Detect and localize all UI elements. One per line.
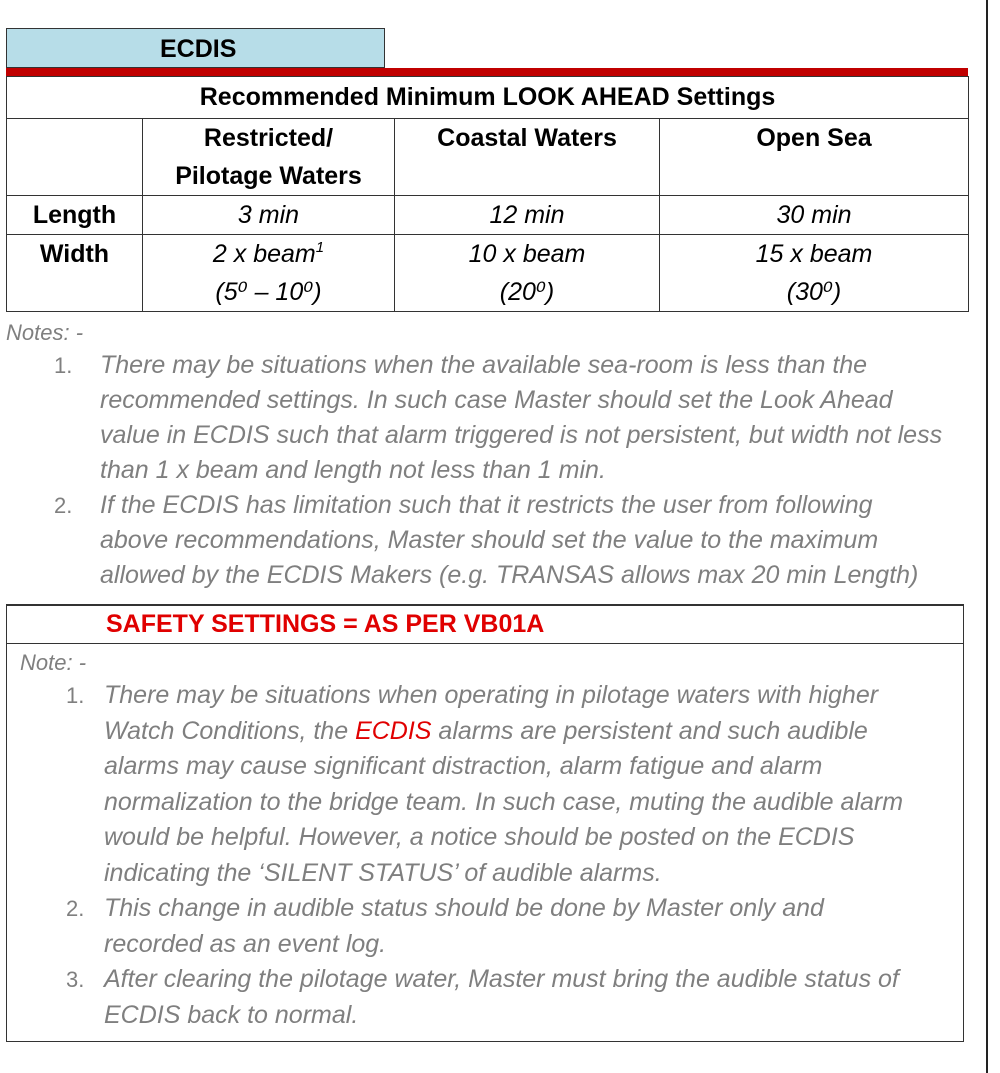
safety-note-1-before: There may be situations when operating in pilotage waters with higher Watch Conditions, the	[104, 681, 879, 745]
list-item: 3. After clearing the pilotage water, Master must bring the audible status of ECDIS back to normal.	[66, 965, 899, 1029]
look-ahead-table	[6, 76, 969, 312]
safety-settings-heading: SAFETY SETTINGS = AS PER VB01A	[6, 604, 964, 644]
notes-heading: Notes: -	[6, 320, 84, 345]
safety-note-2-text: This change in audible status should be done by Master only and recorded as an event log.	[104, 894, 824, 958]
table-row	[7, 235, 969, 312]
footnote-marker: 1	[315, 239, 325, 256]
header-coastal-waters: Coastal Waters	[395, 119, 660, 196]
safety-notes-list	[62, 678, 922, 1033]
width-restricted-angle: (5⁰ – 10⁰)	[215, 278, 322, 306]
width-coastal-beam: 10 x beam	[468, 240, 586, 268]
row-label-length: Length	[7, 196, 143, 235]
length-restricted-value: 3 min	[143, 196, 395, 235]
header-open-sea: Open Sea	[660, 119, 969, 196]
note-1-text: There may be situations when the available sea-room is less than the recommended settings. In such case Master should set the Look Ahead value in ECDIS such that alarm triggered is not persistent, but width not less than 1 x beam and length not less than 1 min.	[100, 351, 943, 484]
safety-note-heading: Note: -	[20, 650, 87, 675]
list-item: 1. There may be situations when operating in pilotage waters with higher Watch Conditions, the ECDIS alarms are persistent and such audible alarms may cause significant distraction, alarm fatigue and alarm normalization to the bridge team. In such case, muting the audible alarm would be helpful. However, a notice should be posted on the ECDIS indicating the ‘SILENT STATUS’ of audible alarms.	[66, 681, 904, 887]
length-open-sea-value: 30 min	[660, 196, 969, 235]
notes-list	[44, 348, 944, 593]
header-restricted-waters	[143, 119, 395, 196]
row-label-width: Width	[7, 235, 143, 312]
width-open-sea-beam: 15 x beam	[755, 240, 873, 268]
width-restricted-value	[143, 235, 395, 312]
header-empty-cell	[7, 119, 143, 196]
red-divider-bar	[6, 68, 968, 76]
width-open-sea-value	[660, 235, 969, 312]
width-coastal-angle: (20⁰)	[499, 278, 555, 306]
table-title: Recommended Minimum LOOK AHEAD Settings	[7, 77, 969, 119]
page-right-border	[986, 0, 988, 1073]
list-item: 2. This change in audible status should be done by Master only and recorded as an event log.	[66, 894, 824, 958]
header-restricted-line2: Pilotage Waters	[175, 162, 362, 190]
list-item: 2. If the ECDIS has limitation such that it restricts the user from following above recommendations, Master should set the value to the maximum allowed by the ECDIS Makers (e.g. TRANSAS allows max 20 min Length)	[54, 491, 919, 589]
length-coastal-value: 12 min	[395, 196, 660, 235]
width-open-sea-angle: (30⁰)	[786, 278, 842, 306]
list-item: 1. There may be situations when the available sea-room is less than the recommended settings. In such case Master should set the Look Ahead value in ECDIS such that alarm triggered is not persistent, but width not less than 1 x beam and length not less than 1 min.	[54, 351, 943, 484]
ecdis-highlight: ECDIS	[355, 716, 432, 745]
safety-note-1-after: alarms are persistent and such audible alarms may cause significant distraction, alarm fatigue and alarm normalization to the bridge team. In such case, muting the audible alarm would be helpful. However, a notice should be posted on the ECDIS indicating the ‘SILENT STATUS’ of audible alarms.	[104, 716, 904, 887]
ecdis-header-tab: ECDIS	[6, 28, 385, 68]
note-2-text: If the ECDIS has limitation such that it restricts the user from following above recommendations, Master should set the value to the maximum allowed by the ECDIS Makers (e.g. TRANSAS allows max 20 min Length)	[100, 491, 919, 589]
width-coastal-value	[395, 235, 660, 312]
table-row	[7, 196, 969, 235]
width-restricted-beam: 2 x beam	[212, 240, 316, 268]
header-restricted-line1: Restricted/	[203, 124, 334, 152]
safety-note-3-text: After clearing the pilotage water, Master must bring the audible status of ECDIS back to normal.	[104, 965, 899, 1029]
